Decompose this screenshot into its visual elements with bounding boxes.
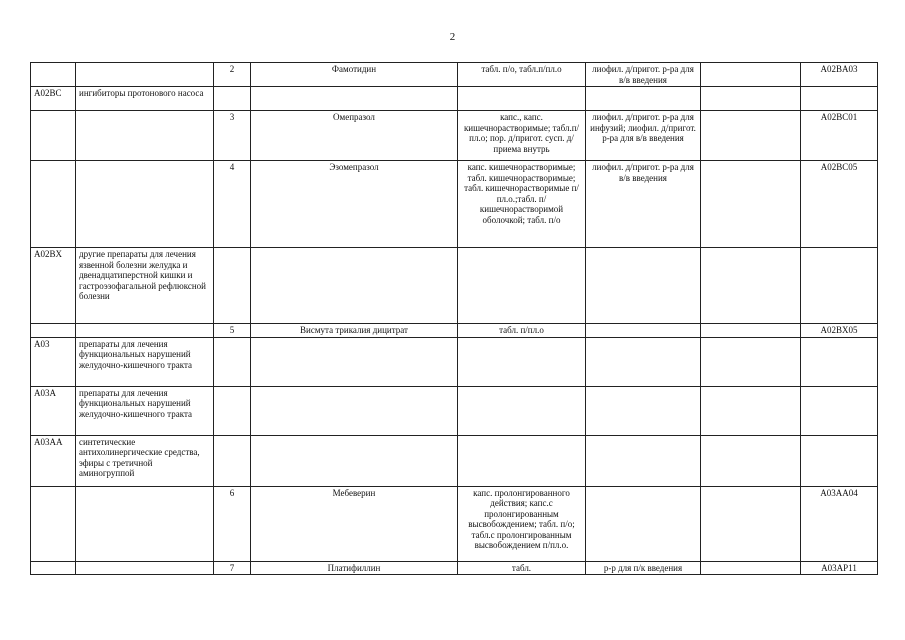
dosage-form-cell: табл. — [458, 561, 586, 575]
dosage-form-cell — [458, 337, 586, 386]
group-name-cell — [76, 486, 214, 561]
table-row — [31, 435, 878, 486]
group-code-cell: A02BC — [31, 87, 76, 111]
atc-code-cell: A03AP11 — [801, 561, 878, 575]
empty-cell — [701, 324, 801, 338]
table-row — [31, 63, 878, 87]
drug-name-cell: Омепразол — [251, 111, 458, 161]
injection-form-cell — [586, 248, 701, 324]
empty-cell — [701, 87, 801, 111]
row-number-cell: 6 — [214, 486, 251, 561]
atc-code-cell — [801, 248, 878, 324]
atc-code-cell: A03AA04 — [801, 486, 878, 561]
injection-form-cell — [586, 337, 701, 386]
table-row — [31, 386, 878, 435]
injection-form-cell — [586, 87, 701, 111]
table-row — [31, 337, 878, 386]
group-name-cell: препараты для лечения функциональных нарушений желудочно-кишечного тракта — [76, 386, 214, 435]
group-code-cell — [31, 161, 76, 248]
drug-name-cell — [251, 248, 458, 324]
group-code-cell — [31, 111, 76, 161]
dosage-form-cell: табл. п/пл.о — [458, 324, 586, 338]
injection-form-cell: р-р для п/к введения — [586, 561, 701, 575]
dosage-form-cell — [458, 87, 586, 111]
empty-cell — [701, 111, 801, 161]
atc-code-cell: A02BA03 — [801, 63, 878, 87]
empty-cell — [701, 561, 801, 575]
dosage-form-cell — [458, 386, 586, 435]
injection-form-cell: лиофил. д/пригот. р-ра для в/в введения — [586, 161, 701, 248]
table-row — [31, 486, 878, 561]
dosage-form-cell: табл. п/о, табл.п/пл.о — [458, 63, 586, 87]
empty-cell — [701, 337, 801, 386]
atc-code-cell: A02BX05 — [801, 324, 878, 338]
row-number-cell — [214, 386, 251, 435]
atc-code-cell — [801, 87, 878, 111]
group-name-cell: синтетические антихолинергические средства, эфиры с третичной аминогруппой — [76, 435, 214, 486]
injection-form-cell — [586, 435, 701, 486]
group-code-cell: A03AA — [31, 435, 76, 486]
table-row — [31, 87, 878, 111]
drug-name-cell: Платифиллин — [251, 561, 458, 575]
empty-cell — [701, 161, 801, 248]
injection-form-cell — [586, 386, 701, 435]
row-number-cell: 7 — [214, 561, 251, 575]
drug-name-cell — [251, 386, 458, 435]
group-code-cell: A03 — [31, 337, 76, 386]
group-name-cell: ингибиторы протонового насоса — [76, 87, 214, 111]
group-code-cell: A02BX — [31, 248, 76, 324]
dosage-form-cell — [458, 435, 586, 486]
row-number-cell — [214, 248, 251, 324]
dosage-form-cell: капс. кишечнорастворимые; табл. кишечнорастворимые; табл. кишечнорастворимые п/пл.о.;табл. п/кишечнорастворимой оболочкой; табл. п/о — [458, 161, 586, 248]
group-name-cell: препараты для лечения функциональных нарушений желудочно-кишечного тракта — [76, 337, 214, 386]
atc-code-cell: A02BC05 — [801, 161, 878, 248]
row-number-cell: 4 — [214, 161, 251, 248]
row-number-cell: 2 — [214, 63, 251, 87]
empty-cell — [701, 435, 801, 486]
row-number-cell — [214, 435, 251, 486]
empty-cell — [701, 63, 801, 87]
empty-cell — [701, 486, 801, 561]
atc-code-cell — [801, 337, 878, 386]
injection-form-cell: лиофил. д/пригот. р-ра для инфузий; лиофил. д/пригот. р-ра для в/в введения — [586, 111, 701, 161]
group-code-cell — [31, 63, 76, 87]
atc-code-cell: A02BC01 — [801, 111, 878, 161]
drug-name-cell — [251, 435, 458, 486]
group-name-cell — [76, 161, 214, 248]
table-row — [31, 248, 878, 324]
drug-name-cell — [251, 87, 458, 111]
drug-name-cell: Фамотидин — [251, 63, 458, 87]
empty-cell — [701, 386, 801, 435]
dosage-form-cell: капс. пролонгированного действия; капс.с пролонгированным высвобождением; табл. п/о; табл.с пролонгированным высвобождением п/пл.о. — [458, 486, 586, 561]
group-name-cell: другие препараты для лечения язвенной болезни желудка и двенадцатиперстной кишки и гастроэзофагальной рефлюксной болезни — [76, 248, 214, 324]
row-number-cell — [214, 337, 251, 386]
group-code-cell: A03A — [31, 386, 76, 435]
table-row — [31, 324, 878, 338]
drug-name-cell — [251, 337, 458, 386]
row-number-cell — [214, 87, 251, 111]
empty-cell — [701, 248, 801, 324]
drug-table — [30, 62, 878, 575]
drug-name-cell: Мебеверин — [251, 486, 458, 561]
table-row — [31, 561, 878, 575]
row-number-cell: 5 — [214, 324, 251, 338]
group-name-cell — [76, 324, 214, 338]
dosage-form-cell — [458, 248, 586, 324]
group-code-cell — [31, 324, 76, 338]
group-code-cell — [31, 561, 76, 575]
group-name-cell — [76, 111, 214, 161]
page-number: 2 — [449, 31, 456, 43]
table-row — [31, 111, 878, 161]
dosage-form-cell: капс., капс. кишечнорастворимые; табл.п/пл.о; пор. д/пригот. сусп. д/приема внутрь — [458, 111, 586, 161]
group-name-cell — [76, 561, 214, 575]
atc-code-cell — [801, 435, 878, 486]
group-name-cell — [76, 63, 214, 87]
group-code-cell — [31, 486, 76, 561]
injection-form-cell — [586, 486, 701, 561]
row-number-cell: 3 — [214, 111, 251, 161]
drug-name-cell: Эзомепразол — [251, 161, 458, 248]
atc-code-cell — [801, 386, 878, 435]
table-row — [31, 161, 878, 248]
table-body — [31, 63, 878, 575]
injection-form-cell: лиофил. д/пригот. р-ра для в/в введения — [586, 63, 701, 87]
drug-name-cell: Висмута трикалия дицитрат — [251, 324, 458, 338]
injection-form-cell — [586, 324, 701, 338]
